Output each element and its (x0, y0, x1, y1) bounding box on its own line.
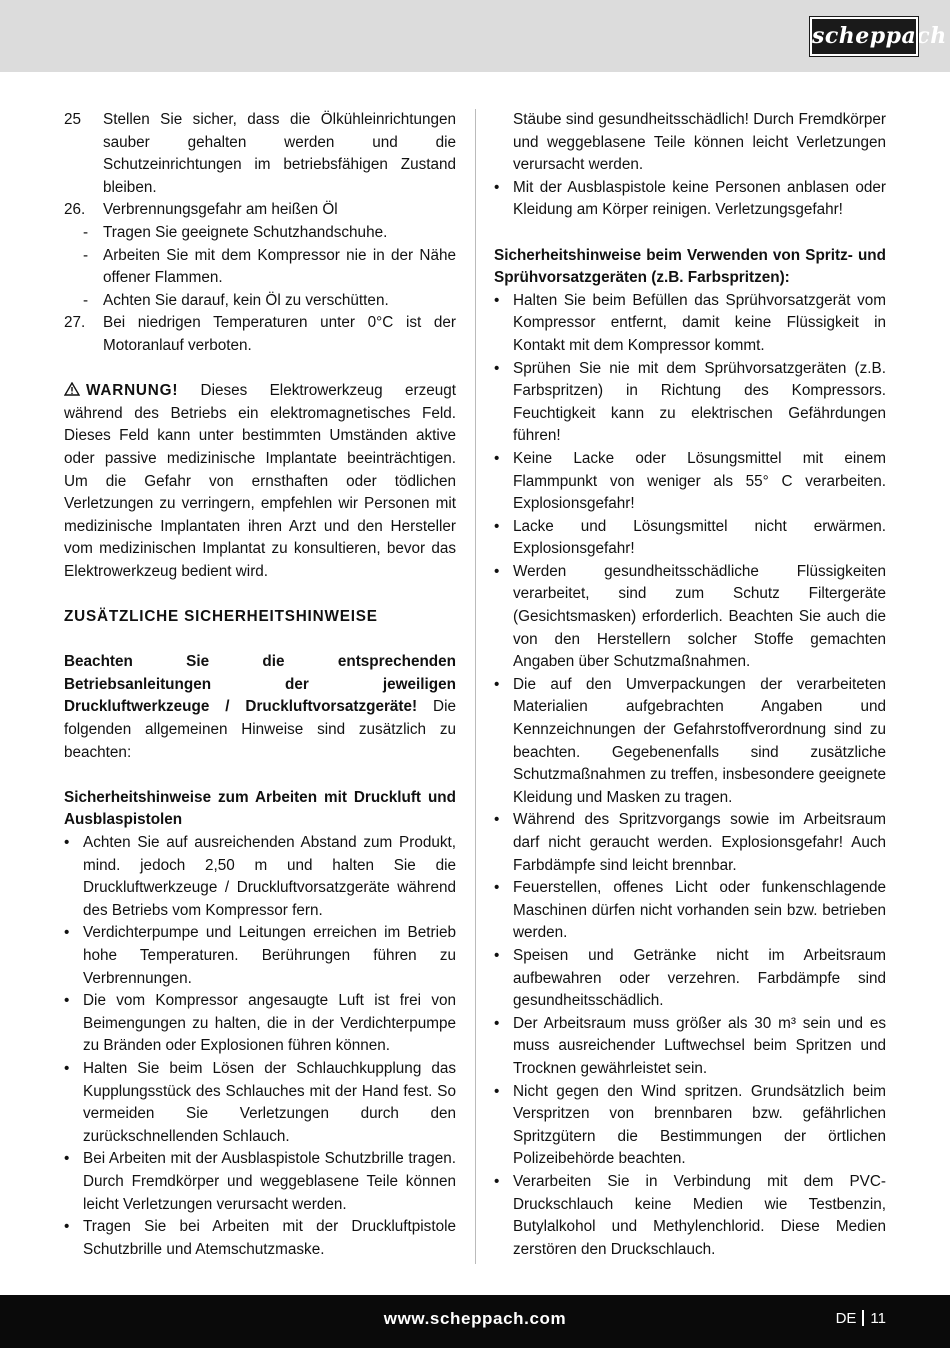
item-number: 26. (64, 201, 86, 219)
bullet-marker: • (64, 834, 70, 851)
bullet-text: Speisen und Getränke nicht im Arbeitsraum aufbewahren oder verzehren. Farbdämpfe sind gesundheitsschädlich. (513, 946, 886, 1010)
bullet-marker: • (494, 517, 500, 535)
bullet-item (494, 561, 886, 674)
bullet-marker: • (494, 291, 500, 309)
bullet-text: Werden gesundheitsschädliche Flüssigkeiten verarbeitet, sind zum Schutz Filtergeräte (Gesichtsmasken) erforderlich. Beachten Sie auch die von den Herstellern solcher Stoffe gemachten Angaben über Schutzmaßnahmen. (513, 562, 886, 671)
header-band (0, 0, 950, 72)
continuation-text (494, 109, 886, 177)
dash-item (64, 290, 456, 313)
bullet-marker: • (64, 1059, 70, 1077)
bullet-marker: • (64, 1218, 70, 1236)
list-item-26 (64, 199, 456, 222)
dash-item (64, 222, 456, 245)
footer-website-link[interactable]: www.scheppach.com (383, 1309, 567, 1328)
item-text: Verbrennungsgefahr am heißen Öl (103, 201, 338, 219)
separator (862, 1310, 864, 1326)
bullet-text: Halten Sie beim Lösen der Schlauchkupplung das Kupplungsstück des Schlauches mit der Hand fest. So vermeiden Sie Verletzungen durch den zurückschnellenden Schlauch. (83, 1059, 456, 1145)
warning-triangle-icon (64, 382, 80, 396)
bullet-marker: • (494, 562, 500, 580)
right-column (494, 109, 886, 1261)
dash-text: Achten Sie darauf, kein Öl zu verschütten. (103, 291, 389, 309)
item-number: 25 (64, 111, 82, 128)
bullet-item (64, 1148, 456, 1216)
bullet-text: Verdichterpumpe und Leitungen erreichen im Betrieb hohe Temperaturen. Berührungen führen zu Verbrennungen. (83, 924, 456, 987)
bullet-text: Nicht gegen den Wind spritzen. Grundsätzlich beim Verspritzen von brennbaren bzw. gefährlichen Spritzgütern die Bestimmungen der örtlichen Polizeibehörde beachten. (513, 1082, 886, 1168)
warning-text: Dieses Elektrowerkzeug erzeugt während des Betriebs ein elektromagnetisches Feld. Dieses Feld kann unter bestimmten Umständen aktive oder passive medizinische Implantate beeinträchtigen. Um die Gefahr von ernsthaften oder tödlichen Verletzungen zu verringern, empfehlen wir Personen mit medizinische Implantaten ihren Arzt und den Hersteller vom medizinischen Implantat zu konsultieren, bevor das Elektrowerkzeug bedient wird. (64, 382, 457, 580)
intro-rest: Die folgenden allgemeinen Hinweise sind zusätzlich zu beachten: (64, 698, 456, 761)
bullet-item (494, 1081, 886, 1171)
bullet-marker: • (64, 992, 70, 1010)
bullet-item (64, 832, 456, 922)
bullet-marker: • (494, 359, 500, 377)
bullet-item (64, 1216, 456, 1261)
bullet-marker: • (494, 1172, 500, 1190)
page-indicator (836, 1310, 886, 1327)
bullet-marker: • (494, 1082, 500, 1100)
bullet-item (494, 177, 886, 222)
continuation-text-body: Stäube sind gesundheitsschädlich! Durch Fremdkörper und weggeblasene Teile können leicht Verletzungen verursacht werden. (513, 111, 886, 174)
footer-bar (0, 1295, 950, 1348)
list-item-27 (64, 312, 456, 357)
left-column (64, 109, 456, 1261)
bullet-marker: • (64, 924, 70, 942)
bullet-marker: • (64, 1150, 70, 1168)
dash-item (64, 245, 456, 290)
bullet-text: Feuerstellen, offenes Licht oder funkenschlagende Maschinen dürfen nicht vorhanden sein bzw. betrieben werden. (513, 879, 886, 942)
list-item-25 (64, 109, 456, 199)
bullet-marker: • (494, 946, 500, 964)
bullet-text: Keine Lacke oder Lösungsmittel mit einem Flammpunkt von weniger als 55° C verarbeiten. Explosionsgefahr! (513, 449, 886, 513)
intro-paragraph (64, 651, 456, 764)
dash-marker: - (83, 223, 89, 241)
bullet-marker: • (494, 178, 500, 196)
bullet-text: Tragen Sie bei Arbeiten mit der Druckluftpistole Schutzbrille und Atemschutzmaske. (83, 1218, 456, 1258)
bullet-item (494, 877, 886, 945)
item-number: 27. (64, 314, 86, 332)
bullet-marker: • (494, 449, 500, 467)
bullet-marker: • (494, 811, 500, 829)
language-code: DE (835, 1310, 857, 1327)
bullet-text: Verarbeiten Sie in Verbindung mit dem PVC-Druckschlauch keine Medien wie Testbenzin, Butylalkohol und Methylenchlorid. Diese Medien zerstören den Druckschlauch. (513, 1172, 886, 1258)
bullet-text: Lacke und Lösungsmittel nicht erwärmen. Explosionsgefahr! (513, 517, 886, 558)
bullet-item (494, 1013, 886, 1081)
bullet-text: Die auf den Umverpackungen der verarbeiteten Materialien aufgebrachten Angaben und Kennzeichnungen der Gefahrstoffverordnung sind zu beachten. Gegebenenfalls sind zusätzliche Schutzmaßnahmen zu treffen, insbesondere geeignete Kleidung und Masken zu tragen. (513, 675, 886, 806)
bullet-item (494, 1171, 886, 1261)
bullet-marker: • (494, 879, 500, 897)
dash-text: Arbeiten Sie mit dem Kompressor nie in der Nähe offener Flammen. (103, 246, 456, 287)
bullet-item (64, 990, 456, 1058)
page-number: 11 (870, 1310, 886, 1327)
item-text: Bei niedrigen Temperaturen unter 0°C ist der Motoranlauf verboten. (103, 314, 456, 354)
bullet-item (494, 358, 886, 448)
section-title: ZUSÄTZLICHE SICHERHEITSHINWEISE (64, 608, 378, 626)
bullet-item (64, 1058, 456, 1148)
bullet-text: Während des Spritzvorgangs sowie im Arbeitsraum darf nicht geraucht werden. Explosionsgefahr! Auch Farbdämpfe sind leicht brennbar. (513, 811, 886, 874)
item-text: Stellen Sie sicher, dass die Ölkühleinrichtungen sauber gehalten werden und die Schutzeinrichtungen im betriebsfähigen Zustand bleiben. (103, 111, 456, 196)
bullet-item (64, 922, 456, 990)
bullet-text: Bei Arbeiten mit der Ausblaspistole Schutzbrille tragen. Durch Fremdkörper und weggeblasene Teile können leicht Verletzungen verursacht werden. (83, 1150, 456, 1213)
bullet-text: Halten Sie beim Befüllen das Sprühvorsatzgerät vom Kompressor entfernt, damit keine Flüssigkeit in Kontakt mit dem Kompressor kommt. (513, 291, 886, 354)
bullet-text: Sprühen Sie nie mit dem Sprühvorsatzgeräten (z.B. Farbspritzen) in Richtung des Kompressors. Feuchtigkeit kann zu elektrischen Gefährdungen führen! (513, 359, 886, 445)
bullet-text: Die vom Kompressor angesaugte Luft ist frei von Beimengungen zu halten, die in der Verdichterpumpe zu Bränden oder Explosionen führen können. (83, 992, 456, 1055)
bullet-marker: • (494, 675, 500, 693)
dash-text: Tragen Sie geeignete Schutzhandschuhe. (103, 223, 388, 241)
warning-label: WARNUNG! (86, 382, 179, 400)
bullet-item (494, 674, 886, 810)
bullet-text: Mit der Ausblaspistole keine Personen anblasen oder Kleidung am Körper reinigen. Verletzungsgefahr! (513, 178, 886, 219)
intro-bold: Beachten Sie die entsprechenden Betriebsanleitungen der jeweiligen Druckluftwerkzeuge / Druckluftvorsatzgeräte! (64, 653, 456, 716)
bullet-text: Der Arbeitsraum muss größer als 30 m³ sein und es muss ausreichender Luftwechsel beim Spritzen und Trocknen gewährleistet sein. (513, 1014, 886, 1077)
bullet-item (494, 290, 886, 358)
column-divider (475, 109, 476, 1264)
dash-marker: - (83, 291, 89, 309)
bullet-text: Achten Sie auf ausreichenden Abstand zum Produkt, mind. jedoch 2,50 m und halten Sie die Druckluftwerkzeuge / Druckluftvorsatzgeräte während des Betriebs vom Kompressor fern. (83, 834, 456, 919)
bullet-item (494, 516, 886, 561)
subheading-spritz: Sicherheitshinweise beim Verwenden von Spritz- und Sprühvorsatzgeräten (z.B. Farbspritzen): (494, 246, 886, 287)
bullet-item (494, 809, 886, 877)
brand-logo: scheppach (810, 17, 918, 56)
warning-paragraph (64, 380, 456, 583)
bullet-item (494, 945, 886, 1013)
bullet-marker: • (494, 1014, 500, 1032)
dash-marker: - (83, 246, 89, 264)
subheading-druckluft: Sicherheitshinweise zum Arbeiten mit Druckluft und Ausblaspistolen (64, 788, 456, 829)
bullet-item (494, 448, 886, 516)
